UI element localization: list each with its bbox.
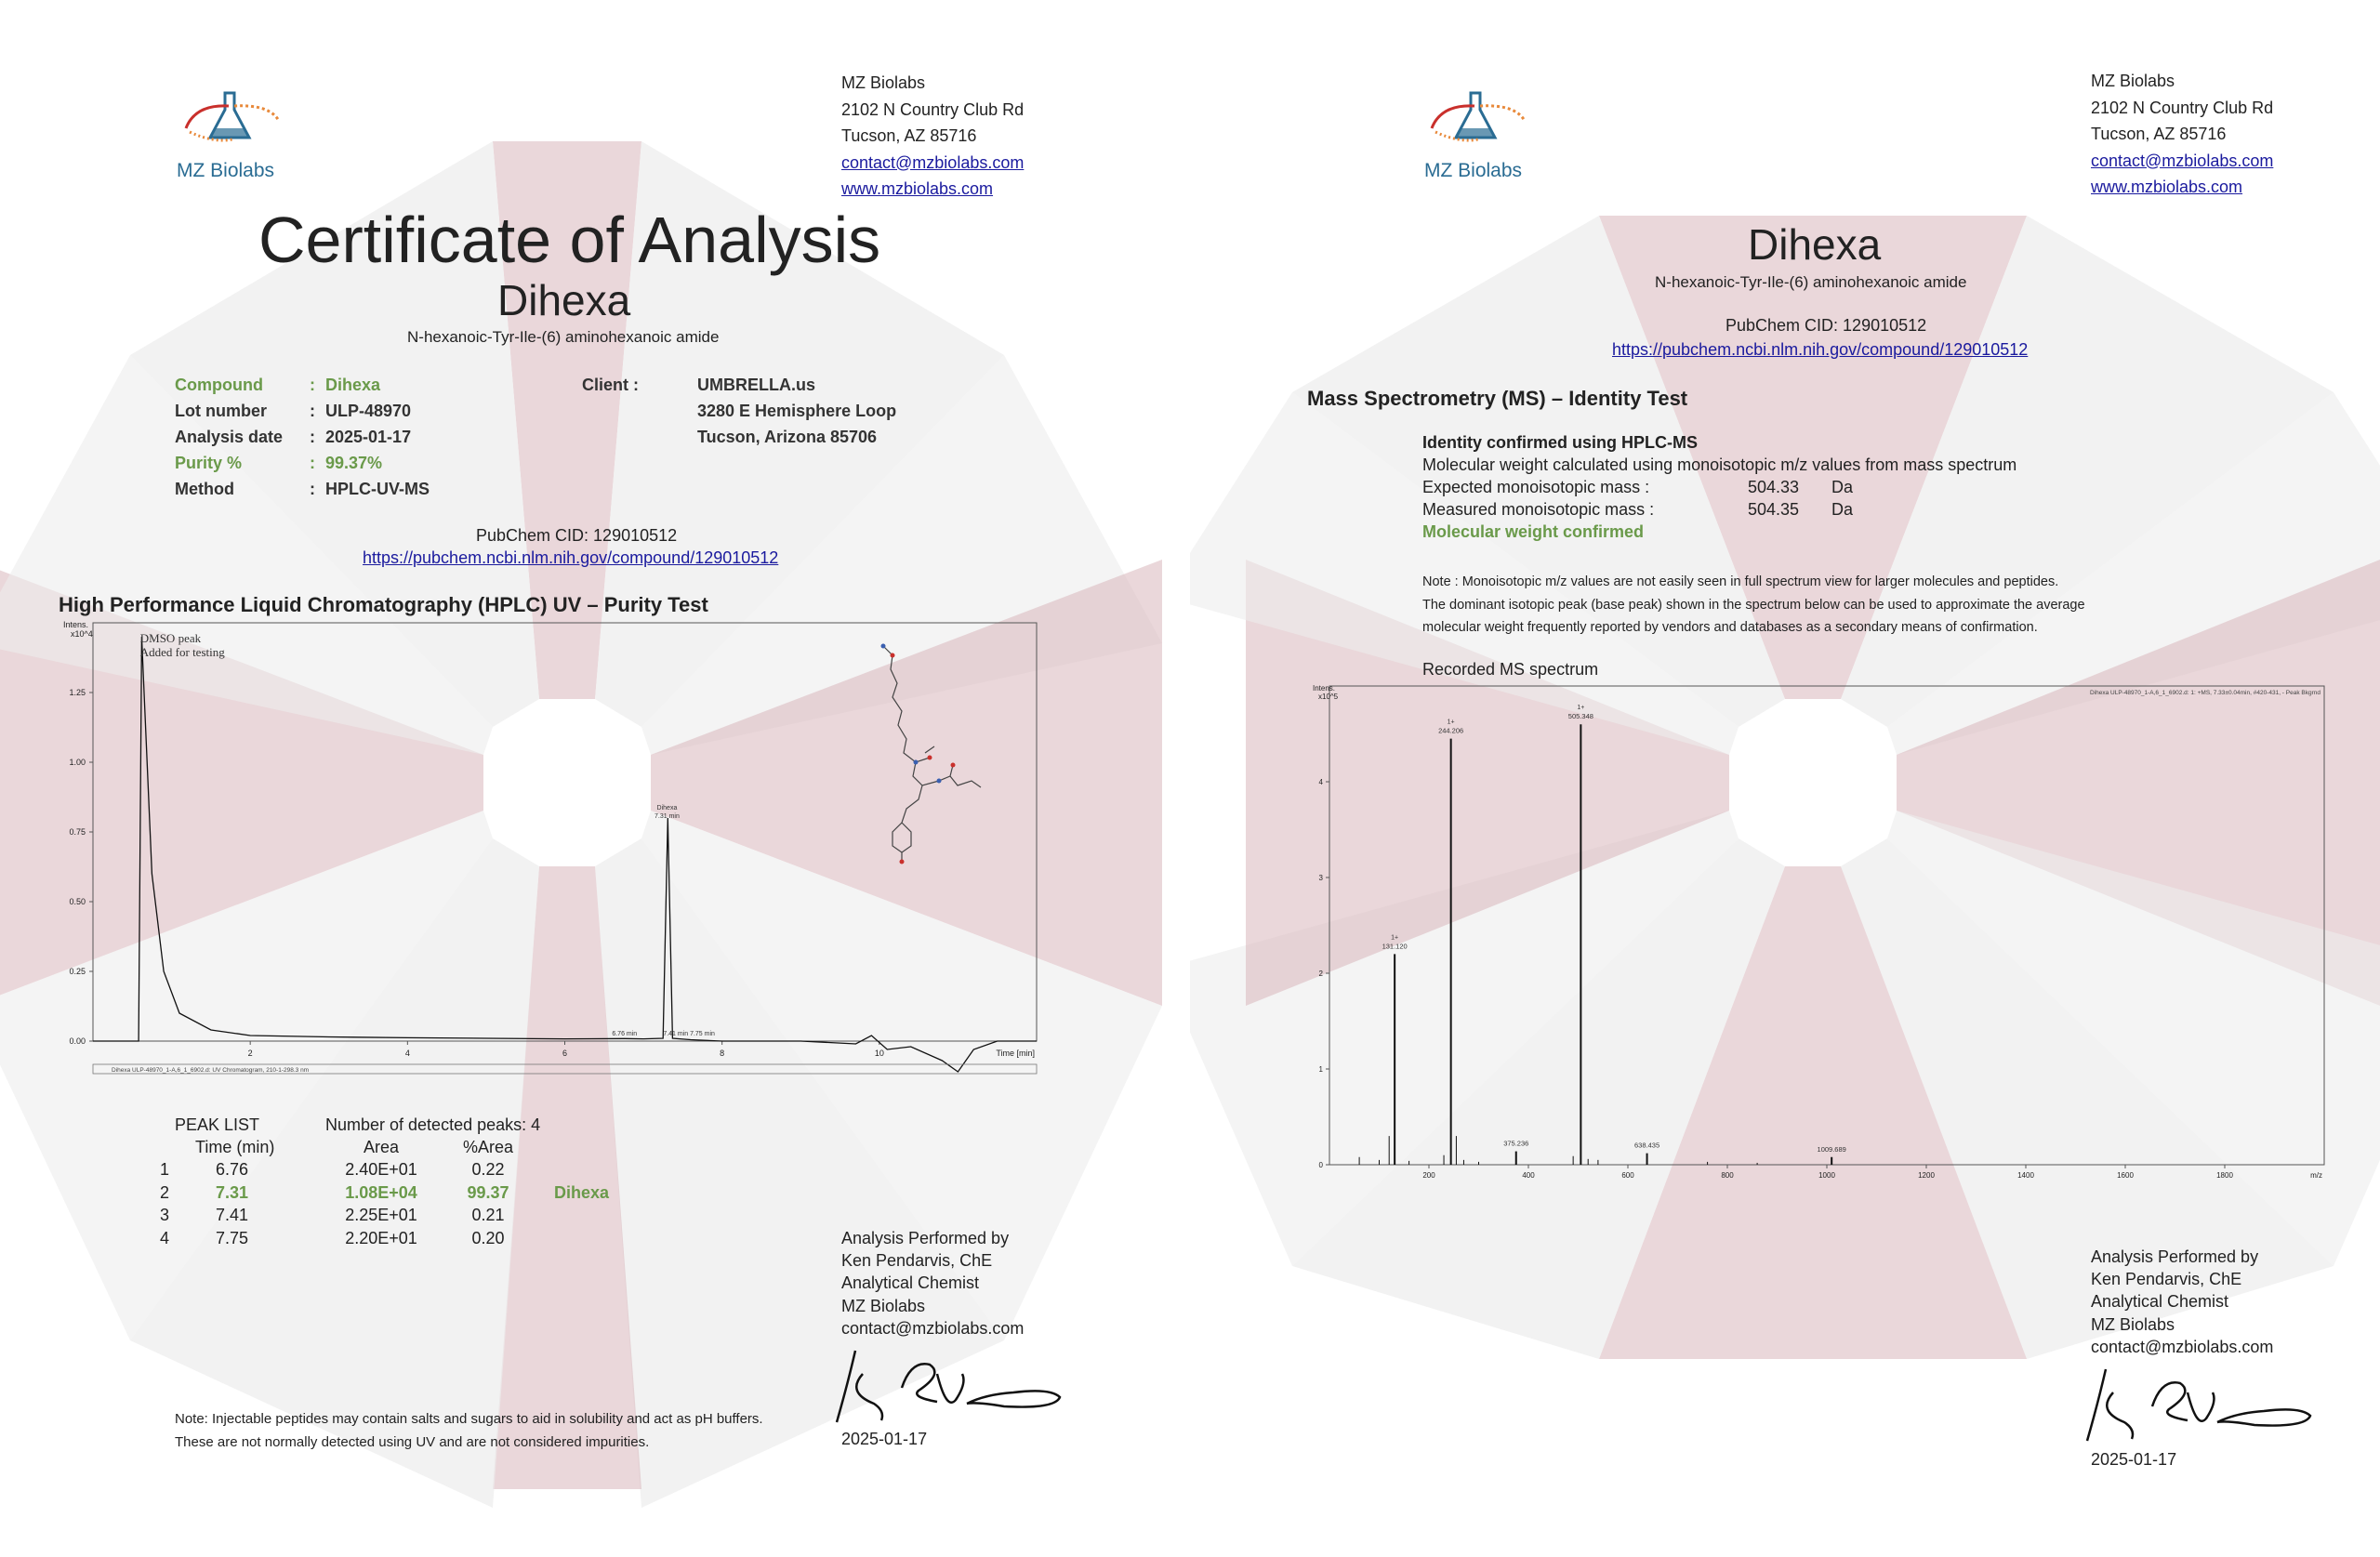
ms-note-line2: The dominant isotopic peak (base peak) shown in the spectrum below can be used to approximate the average bbox=[1422, 597, 2085, 613]
analysis-performed bbox=[2091, 1246, 2273, 1358]
y-tick-label: 0.75 bbox=[69, 827, 86, 837]
hplc-section-title: High Performance Liquid Chromatography (HPLC) UV – Purity Test bbox=[59, 593, 708, 616]
pubchem-cid: PubChem CID: 129010512 bbox=[476, 526, 678, 545]
peak-row bbox=[160, 1159, 641, 1182]
mw-confirmed: Molecular weight confirmed bbox=[1422, 522, 1645, 541]
peak-pct: 0.21 bbox=[471, 1206, 505, 1225]
peak-mz-label: 244.206 bbox=[1438, 726, 1464, 735]
peak-charge-label: 1+ bbox=[1391, 934, 1399, 942]
molecule-atom bbox=[928, 756, 932, 760]
peak-mz-label: 375.236 bbox=[1503, 1139, 1529, 1148]
ms-note bbox=[1422, 571, 2085, 640]
lab-logo bbox=[177, 86, 288, 155]
x-tick-label: 200 bbox=[1422, 1171, 1435, 1180]
lab-email-link[interactable]: contact@mzbiolabs.com bbox=[2091, 151, 2274, 170]
performed-email: contact@mzbiolabs.com bbox=[2091, 1337, 2274, 1356]
y-tick-label: 0 bbox=[1318, 1161, 1323, 1169]
compound-value: Dihexa bbox=[325, 376, 381, 394]
pubchem-link[interactable]: https://pubchem.ncbi.nlm.nih.gov/compound/129010512 bbox=[1612, 340, 2029, 359]
peak-mz-label: 1009.689 bbox=[1817, 1144, 1846, 1154]
performed-lab: MZ Biolabs bbox=[841, 1296, 926, 1315]
product-name: Dihexa bbox=[497, 276, 631, 324]
performed-email: contact@mzbiolabs.com bbox=[841, 1318, 1025, 1338]
ms-section-title: Mass Spectrometry (MS) – Identity Test bbox=[1307, 387, 1688, 410]
chart-annotation: 7.75 min bbox=[690, 1031, 715, 1037]
logo-text: MZ Biolabs bbox=[1424, 160, 1523, 181]
peak-num: 4 bbox=[160, 1228, 170, 1247]
chart-annotation: Added for testing bbox=[139, 645, 225, 659]
chart-annotation: DMSO peak bbox=[139, 631, 202, 645]
certificate-title: Certificate of Analysis bbox=[258, 204, 881, 276]
y-tick-label: 0.00 bbox=[69, 1036, 86, 1046]
measured-value: 504.35 bbox=[1748, 500, 1800, 519]
method-colon: : bbox=[310, 480, 315, 498]
mw-calc-line: Molecular weight calculated using monoisotopic m/z values from mass spectrum bbox=[1422, 455, 2017, 474]
y-axis-multiplier: x10^5 bbox=[1318, 693, 1339, 701]
pubchem-link[interactable]: https://pubchem.ncbi.nlm.nih.gov/compound/129010512 bbox=[363, 548, 779, 567]
y-tick-label: 2 bbox=[1318, 970, 1323, 978]
peak-pct: 99.37 bbox=[467, 1182, 509, 1202]
lab-name: MZ Biolabs bbox=[841, 73, 926, 92]
peak-area: 2.25E+01 bbox=[345, 1206, 417, 1225]
purity-label: Purity % bbox=[175, 454, 243, 472]
chart-annotation: Dihexa bbox=[656, 805, 678, 811]
molecule-bonds bbox=[883, 646, 981, 862]
peak-table bbox=[160, 1136, 641, 1250]
header-pct: %Area bbox=[462, 1137, 514, 1156]
peak-area: 2.20E+01 bbox=[345, 1228, 417, 1247]
measured-label: Measured monoisotopic mass : bbox=[1422, 500, 1655, 519]
peak-num: 3 bbox=[160, 1206, 170, 1225]
lab-street: 2102 N Country Club Rd bbox=[841, 99, 1025, 119]
logo-text: MZ Biolabs bbox=[177, 160, 275, 181]
header-time: Time (min) bbox=[195, 1137, 275, 1156]
performed-date: 2025-01-17 bbox=[841, 1430, 928, 1448]
peak-list-title: PEAK LIST bbox=[175, 1115, 260, 1134]
signature-icon bbox=[827, 1346, 1069, 1430]
peak-table-header bbox=[160, 1136, 641, 1159]
spectrum-label: Recorded MS spectrum bbox=[1422, 660, 1599, 679]
peak-mz-label: 505.348 bbox=[1567, 712, 1593, 721]
x-tick-label: 1400 bbox=[2017, 1171, 2034, 1180]
method-value: HPLC-UV-MS bbox=[325, 480, 430, 498]
expected-value: 504.33 bbox=[1748, 478, 1800, 496]
date-colon: : bbox=[310, 428, 315, 446]
performed-line1: Analysis Performed by bbox=[841, 1229, 1010, 1247]
y-axis-label: Intens. bbox=[63, 620, 89, 629]
peak-pct: 0.22 bbox=[471, 1160, 505, 1180]
lab-address bbox=[2091, 68, 2273, 201]
peak-mz-label: 131.120 bbox=[1382, 942, 1408, 951]
hplc-chart bbox=[56, 618, 1041, 1102]
lab-city: Tucson, AZ 85716 bbox=[841, 126, 977, 145]
lab-email-link[interactable]: contact@mzbiolabs.com bbox=[841, 152, 1025, 172]
signature-icon bbox=[2078, 1365, 2320, 1448]
identity-line: Identity confirmed using HPLC-MS bbox=[1422, 433, 1699, 452]
peak-count: Number of detected peaks: 4 bbox=[325, 1115, 541, 1134]
plot-frame bbox=[1329, 686, 2324, 1165]
y-tick-label: 1.00 bbox=[69, 758, 86, 767]
molecule-atom bbox=[914, 760, 919, 765]
x-tick-label: 400 bbox=[1522, 1171, 1535, 1180]
lab-logo bbox=[1422, 86, 1534, 155]
x-tick-label: 1000 bbox=[1818, 1171, 1835, 1180]
y-tick-label: 1.25 bbox=[69, 688, 86, 697]
x-tick-label: 1800 bbox=[2216, 1171, 2233, 1180]
date-label: Analysis date bbox=[175, 428, 284, 446]
purity-colon: : bbox=[310, 454, 315, 472]
client-label: Client : bbox=[582, 376, 639, 394]
performed-title: Analytical Chemist bbox=[841, 1273, 980, 1293]
peak-num: 1 bbox=[160, 1160, 170, 1180]
lot-colon: : bbox=[310, 402, 315, 420]
performed-line1: Analysis Performed by bbox=[2091, 1247, 2259, 1266]
y-tick-label: 1 bbox=[1318, 1065, 1323, 1074]
x-tick-label: 800 bbox=[1721, 1171, 1734, 1180]
product-subtitle: N-hexanoic-Tyr-Ile-(6) aminohexanoic amide bbox=[1655, 273, 1967, 291]
x-axis-label: Time [min] bbox=[996, 1049, 1035, 1058]
product-subtitle: N-hexanoic-Tyr-Ile-(6) aminohexanoic amide bbox=[407, 328, 720, 346]
legend-label: Dihexa ULP-48970_1-A,6_1_6902.d: 1: +MS, 7.33±0.04min, #420-431, - Peak Bkgrnd bbox=[2089, 690, 2320, 696]
measured-unit: Da bbox=[1831, 500, 1854, 519]
peak-mz-label: 638.435 bbox=[1634, 1141, 1660, 1150]
footnote-line2: These are not normally detected using UV and are not considered impurities. bbox=[175, 1434, 650, 1450]
client-street: 3280 E Hemisphere Loop bbox=[697, 402, 897, 420]
peak-row bbox=[160, 1227, 641, 1250]
chart-annotation: 6.76 min bbox=[612, 1031, 638, 1037]
peak-pct: 0.20 bbox=[471, 1228, 505, 1247]
peak-row bbox=[160, 1181, 641, 1205]
ms-note-line3: molecular weight frequently reported by vendors and databases as a secondary means of confirmation. bbox=[1422, 620, 2038, 635]
molecule-atom bbox=[881, 644, 886, 649]
performed-name: Ken Pendarvis, ChE bbox=[2091, 1270, 2242, 1289]
lab-address bbox=[841, 70, 1024, 203]
peak-name bbox=[530, 1227, 641, 1250]
lab-city: Tucson, AZ 85716 bbox=[2091, 125, 2227, 143]
peak-name: Dihexa bbox=[554, 1182, 610, 1202]
x-tick-label: 2 bbox=[247, 1049, 253, 1058]
x-tick-label: 1600 bbox=[2117, 1171, 2134, 1180]
x-tick-label: 6 bbox=[562, 1049, 568, 1058]
performed-title: Analytical Chemist bbox=[2091, 1292, 2229, 1312]
client-name: UMBRELLA.us bbox=[697, 376, 815, 394]
analysis-performed bbox=[841, 1227, 1024, 1339]
molecule-atom bbox=[951, 763, 956, 768]
lab-street: 2102 N Country Club Rd bbox=[2091, 98, 2274, 117]
y-axis-multiplier: x10^4 bbox=[71, 629, 93, 639]
header-area: Area bbox=[363, 1137, 400, 1156]
legend-label: Dihexa ULP-48970_1-A,6_1_6902.d: UV Chromatogram, 210-1-298.3 nm bbox=[112, 1067, 310, 1074]
peak-time: 7.75 bbox=[216, 1228, 249, 1247]
ms-chart bbox=[1311, 681, 2334, 1183]
method-label: Method bbox=[175, 480, 234, 498]
y-tick-label: 0.25 bbox=[69, 967, 86, 976]
performed-date: 2025-01-17 bbox=[2091, 1450, 2177, 1469]
chart-annotation: 7.41 min bbox=[663, 1031, 689, 1037]
compound-label: Compound bbox=[175, 376, 263, 394]
ms-page bbox=[1190, 0, 2380, 1557]
y-axis-label: Intens. bbox=[1313, 684, 1336, 693]
x-axis-label: m/z bbox=[2310, 1171, 2322, 1180]
x-tick-label: 8 bbox=[720, 1049, 725, 1058]
peak-area: 1.08E+04 bbox=[345, 1182, 417, 1202]
x-tick-label: 10 bbox=[874, 1049, 884, 1058]
peak-row bbox=[160, 1205, 641, 1228]
x-tick-label: 1200 bbox=[1918, 1171, 1935, 1180]
performed-name: Ken Pendarvis, ChE bbox=[841, 1251, 993, 1271]
lab-name: MZ Biolabs bbox=[2091, 72, 2175, 90]
peak-time: 6.76 bbox=[216, 1160, 249, 1180]
molecule-structure-icon bbox=[881, 644, 982, 864]
purity-value: 99.37% bbox=[325, 454, 383, 472]
product-name: Dihexa bbox=[1748, 220, 1882, 269]
flask-logo-icon bbox=[1422, 86, 1534, 151]
plot-frame bbox=[93, 623, 1037, 1041]
chart-annotation: 7.31 min bbox=[654, 813, 680, 820]
peak-name bbox=[530, 1159, 641, 1182]
peak-time: 7.31 bbox=[216, 1182, 249, 1202]
compound-colon: : bbox=[310, 376, 315, 394]
client-city: Tucson, Arizona 85706 bbox=[697, 428, 878, 446]
lot-value: ULP-48970 bbox=[325, 402, 412, 420]
peak-name bbox=[530, 1205, 641, 1228]
peak-charge-label: 1+ bbox=[1577, 705, 1585, 712]
peak-area: 2.40E+01 bbox=[345, 1160, 417, 1180]
y-tick-label: 3 bbox=[1318, 874, 1323, 882]
x-tick-label: 4 bbox=[404, 1049, 410, 1058]
molecule-atom bbox=[937, 779, 942, 784]
lab-website-link[interactable]: www.mzbiolabs.com bbox=[2091, 178, 2243, 196]
flask-logo-icon bbox=[177, 86, 288, 151]
expected-unit: Da bbox=[1831, 478, 1854, 496]
expected-label: Expected monoisotopic mass : bbox=[1422, 478, 1650, 496]
peak-num: 2 bbox=[160, 1182, 170, 1202]
x-tick-label: 600 bbox=[1621, 1171, 1634, 1180]
ms-note-line1: Note : Monoisotopic m/z values are not easily seen in full spectrum view for larger molecules and peptides. bbox=[1422, 574, 2059, 589]
peak-time: 7.41 bbox=[216, 1206, 249, 1225]
peak-charge-label: 1+ bbox=[1447, 719, 1455, 726]
date-value: 2025-01-17 bbox=[325, 428, 412, 446]
molecule-atom bbox=[900, 860, 905, 864]
lab-website-link[interactable]: www.mzbiolabs.com bbox=[841, 179, 994, 198]
performed-lab: MZ Biolabs bbox=[2091, 1314, 2175, 1334]
molecule-atom bbox=[891, 653, 895, 658]
pubchem-cid: PubChem CID: 129010512 bbox=[1726, 316, 1927, 335]
lot-label: Lot number bbox=[175, 402, 267, 420]
footnote-line1: Note: Injectable peptides may contain salts and sugars to aid in solubility and act as pH buffers. bbox=[175, 1411, 763, 1427]
y-tick-label: 4 bbox=[1318, 778, 1323, 786]
y-tick-label: 0.50 bbox=[69, 897, 86, 906]
